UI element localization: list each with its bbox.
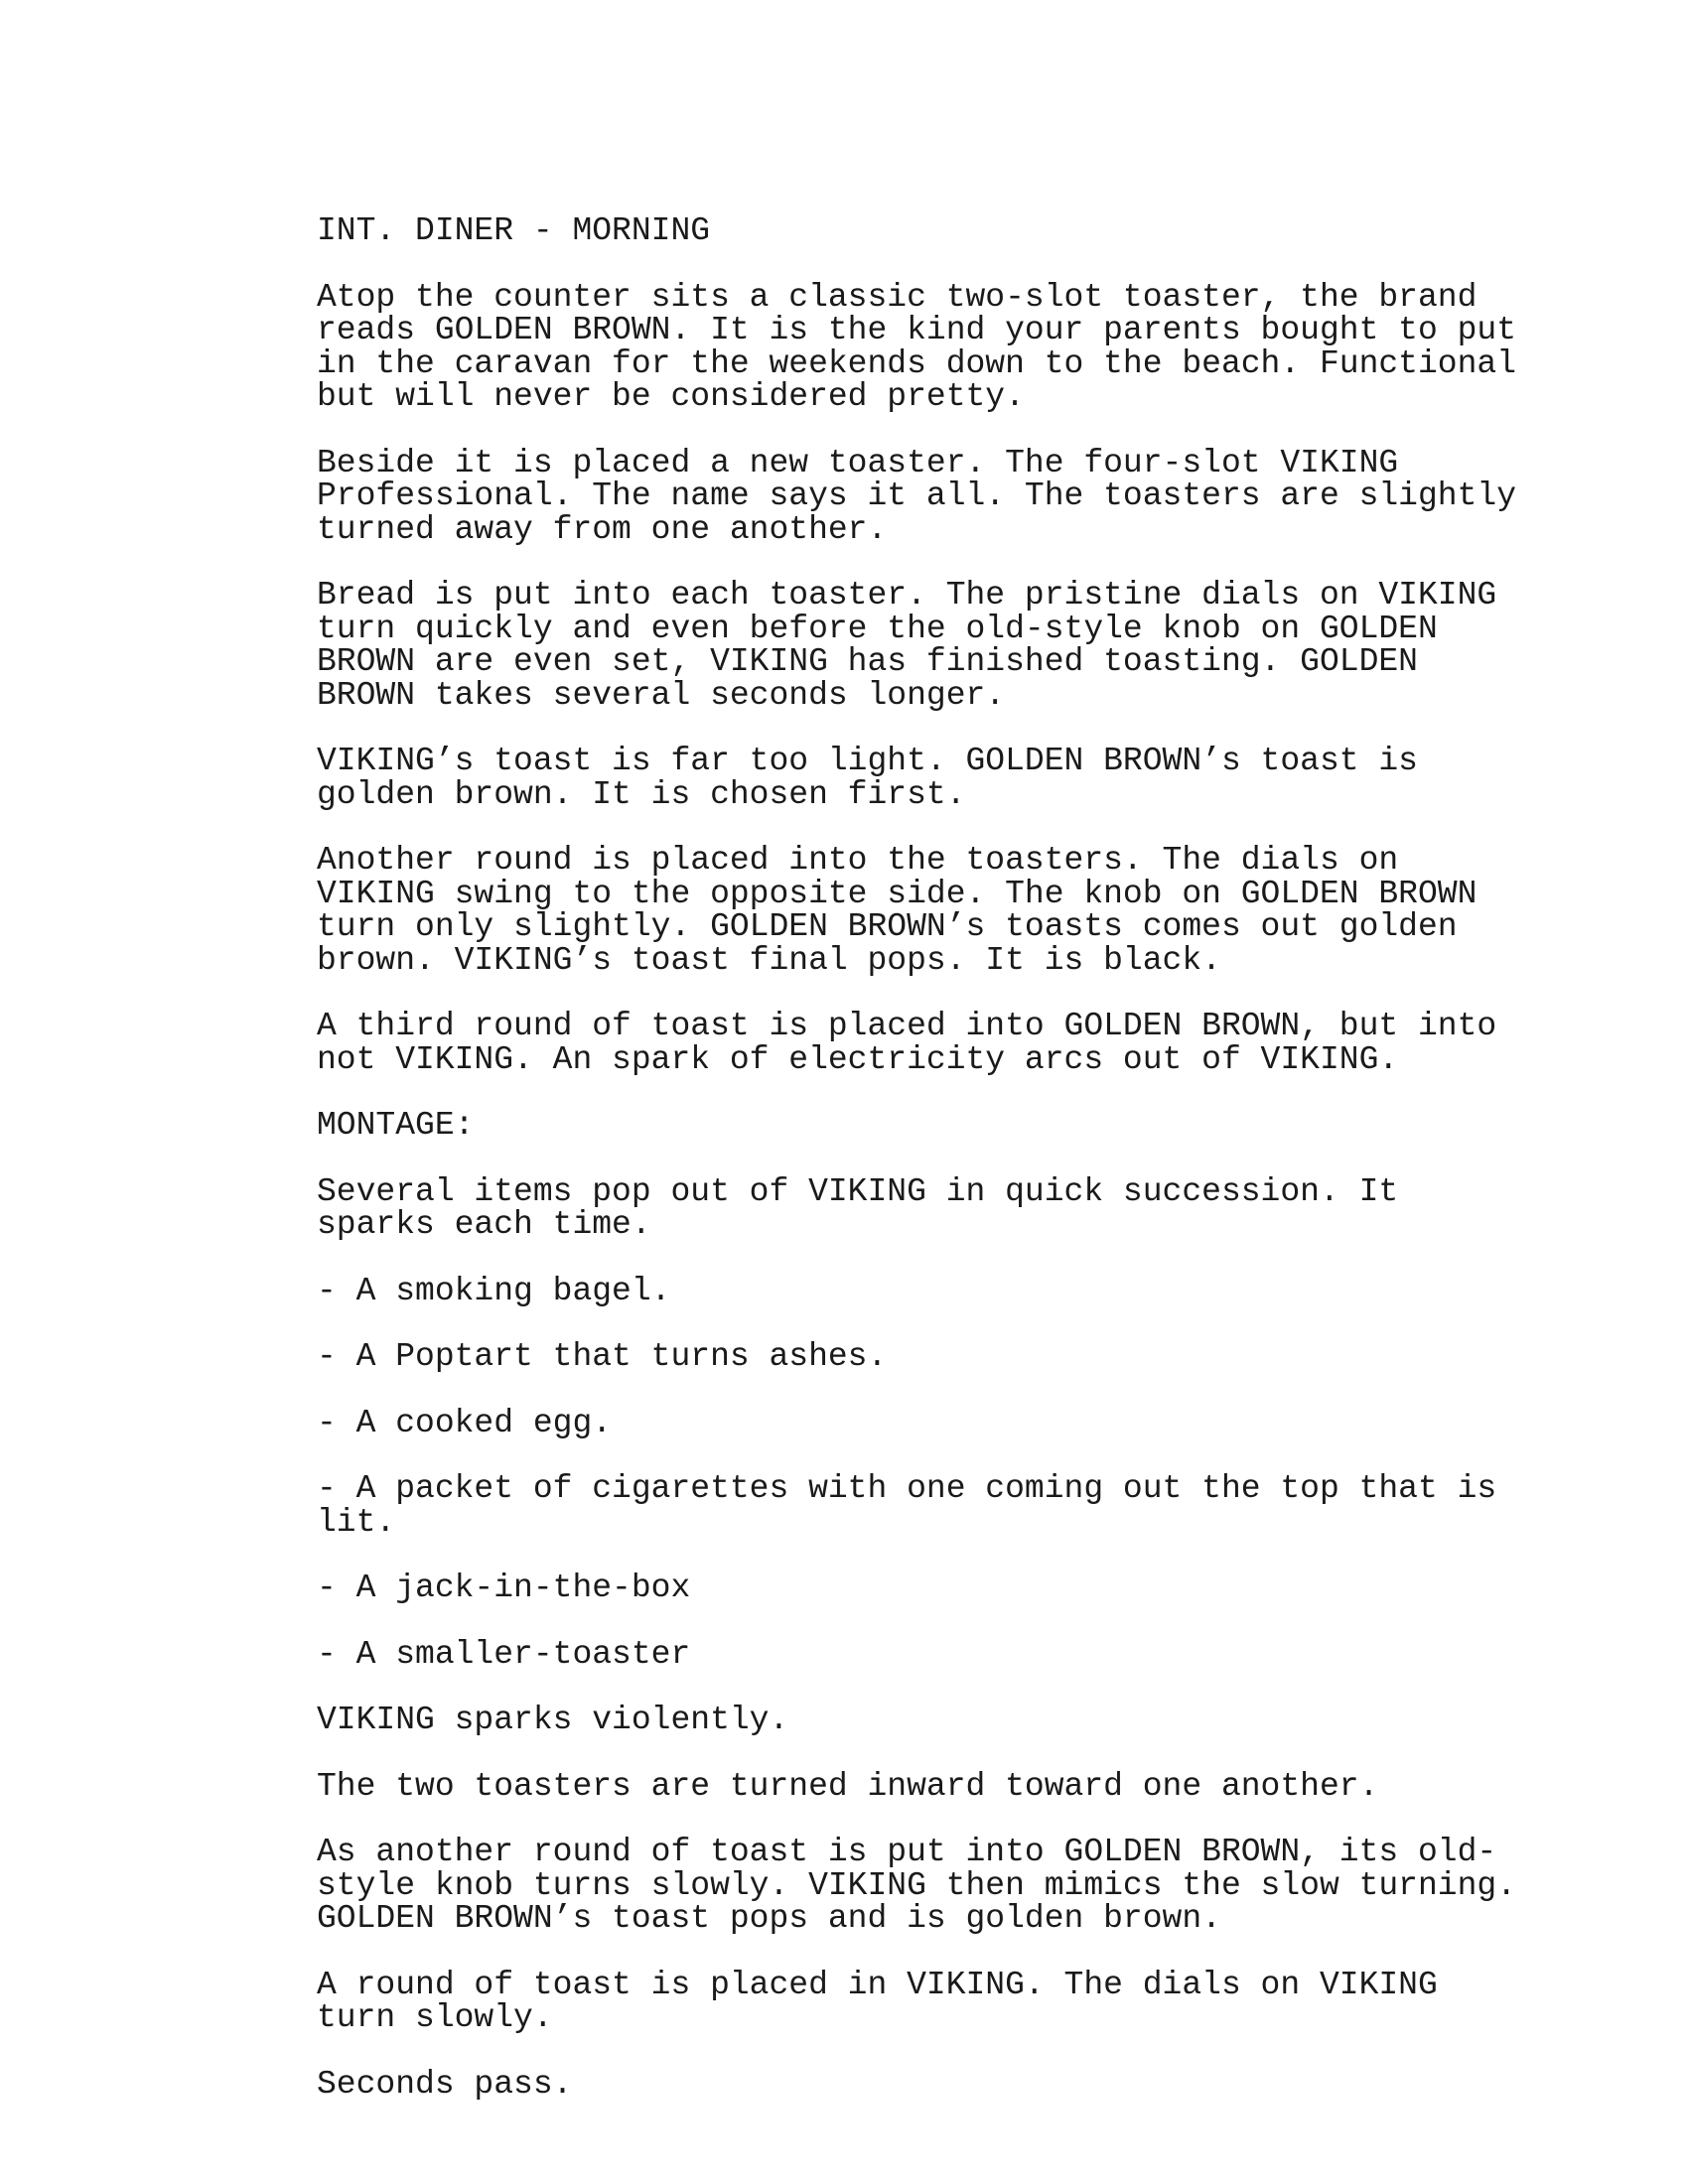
text-line: lit.: [317, 1503, 396, 1541]
text-line: sparks each time.: [317, 1206, 651, 1243]
text-line: style knob turns slowly. VIKING then mimics the slow turning.: [317, 1866, 1516, 1904]
text-line: BROWN takes several seconds longer.: [317, 676, 1006, 714]
text-line: VIKING sparks violently.: [317, 1702, 789, 1738]
action-paragraph: [317, 1966, 1508, 2036]
text-line: Beside it is placed a new toaster. The four-slot VIKING: [317, 444, 1399, 481]
action-paragraph: [317, 844, 1508, 977]
text-line: VIKING’s toast is far too light. GOLDEN BROWN’s toast is: [317, 743, 1418, 779]
action-paragraph: [317, 1172, 1508, 1243]
montage-item: [317, 1472, 1508, 1539]
text-line: Seconds pass.: [317, 2065, 573, 2103]
text-line: but will never be considered pretty.: [317, 378, 1025, 415]
text-line: - A cooked egg.: [317, 1404, 613, 1441]
montage-item: [317, 1404, 1508, 1441]
text-line: - A jack-in-the-box: [317, 1570, 691, 1606]
text-line: turn slowly.: [317, 1999, 553, 2036]
action-paragraph: [317, 2065, 1508, 2103]
text-line: - A packet of cigarettes with one coming out the top that is: [317, 1470, 1497, 1507]
text-line: Another round is placed into the toasters. The dials on: [317, 842, 1399, 879]
text-line: in the caravan for the weekends down to the beach. Functional: [317, 344, 1516, 382]
action-paragraph: [317, 278, 1516, 415]
text-line: Professional. The name says it all. The toasters are slightly: [317, 478, 1516, 514]
montage-item: [317, 1571, 1508, 1605]
text-line: INT. DINER - MORNING: [317, 212, 711, 249]
text-line: brown. VIKING’s toast final pops. It is black.: [317, 941, 1221, 979]
action-paragraph: [317, 1704, 1508, 1737]
text-line: BROWN are even set, VIKING has finished toasting. GOLDEN: [317, 643, 1418, 680]
text-line: turned away from one another.: [317, 510, 888, 548]
text-line: golden brown. It is chosen first.: [317, 775, 966, 813]
text-line: Several items pop out of VIKING in quick succession. It: [317, 1172, 1399, 1210]
text-line: GOLDEN BROWN’s toast pops and is golden brown.: [317, 1900, 1221, 1937]
action-paragraph: [317, 1834, 1516, 1937]
action-paragraph: [317, 1010, 1508, 1076]
text-line: - A smaller-toaster: [317, 1635, 691, 1673]
action-paragraph: [317, 1767, 1508, 1805]
text-line: turn only slightly. GOLDEN BROWN’s toasts comes out golden: [317, 908, 1458, 945]
text-line: turn quickly and even before the old-style knob on GOLDEN: [317, 610, 1438, 647]
scene-heading: [317, 214, 1508, 248]
action-paragraph: [317, 579, 1508, 712]
text-line: Bread is put into each toaster. The pristine dials on VIKING: [317, 577, 1497, 614]
montage-heading: [317, 1109, 1508, 1143]
text-line: not VIKING. An spark of electricity arcs out of VIKING.: [317, 1040, 1399, 1078]
text-line: The two toasters are turned inward toward one another.: [317, 1767, 1379, 1805]
text-line: - A Poptart that turns ashes.: [317, 1338, 888, 1375]
text-line: As another round of toast is put into GOLDEN BROWN, its old-: [317, 1834, 1497, 1870]
text-line: Atop the counter sits a classic two-slot toaster, the brand: [317, 278, 1477, 316]
text-line: - A smoking bagel.: [317, 1272, 671, 1309]
montage-item: [317, 1635, 1508, 1673]
montage-item: [317, 1272, 1508, 1309]
action-paragraph: [317, 444, 1516, 548]
text-line: reads GOLDEN BROWN. It is the kind your parents bought to put: [317, 312, 1516, 348]
screenplay-body: [317, 212, 1516, 2133]
montage-item: [317, 1340, 1508, 1374]
text-line: MONTAGE:: [317, 1107, 475, 1144]
text-line: A round of toast is placed in VIKING. The dials on VIKING: [317, 1966, 1438, 2003]
text-line: VIKING swing to the opposite side. The knob on GOLDEN BROWN: [317, 875, 1477, 912]
text-line: A third round of toast is placed into GOLDEN BROWN, but into: [317, 1008, 1497, 1044]
action-paragraph: [317, 745, 1508, 811]
